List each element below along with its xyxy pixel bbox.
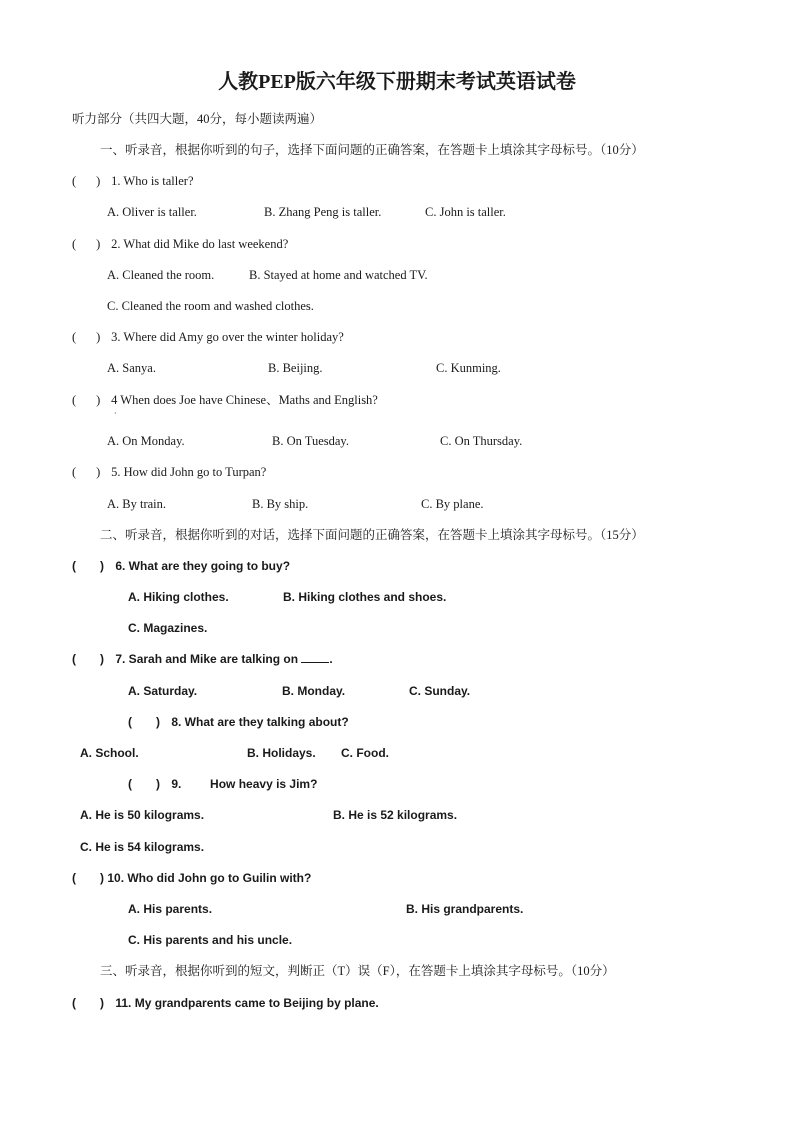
question-5-text: 5. How did John go to Turpan? — [111, 465, 267, 479]
q2-option-b: B. Stayed at home and watched TV. — [249, 268, 428, 282]
question-4 — [72, 392, 378, 408]
q9-option-b: B. He is 52 kilograms. — [333, 808, 458, 822]
q9-option-c: C. He is 54 kilograms. — [80, 840, 205, 854]
answer-paren: ( ) — [128, 777, 160, 791]
q2-option-a: A. Cleaned the room. — [107, 268, 215, 282]
question-10-text: 10. Who did John go to Guilin with? — [107, 871, 312, 885]
question-1-text: 1. Who is taller? — [111, 174, 194, 188]
question-9-number: 9. — [171, 777, 182, 791]
q3-option-b: B. Beijing. — [268, 361, 323, 375]
q4-option-b: B. On Tuesday. — [272, 434, 349, 448]
answer-paren: ( ) — [72, 652, 104, 666]
section-1-heading: 一、听录音，根据你听到的句子，选择下面问题的正确答案，在答题卡上填涂其字母标号。（10分） — [100, 143, 644, 157]
q8-option-c: C. Food. — [341, 746, 389, 760]
question-6 — [72, 558, 290, 574]
section-3-heading: 三、听录音，根据你听到的短文，判断正（T）误（F），在答题卡上填涂其字母标号。（10分） — [100, 964, 615, 978]
q7-option-b: B. Monday. — [282, 684, 346, 698]
q4-option-a: A. On Monday. — [107, 434, 185, 448]
question-3 — [72, 329, 344, 345]
q9-option-a: A. He is 50 kilograms. — [80, 808, 205, 822]
answer-paren: ( ) — [72, 871, 104, 885]
answer-paren: ( ) — [72, 996, 104, 1010]
question-3-text: 3. Where did Amy go over the winter holiday? — [111, 330, 344, 344]
question-4-text: 4 When does Joe have Chinese、Maths and English? — [111, 393, 378, 407]
q5-option-c: C. By plane. — [421, 497, 484, 511]
q6-option-b: B. Hiking clothes and shoes. — [283, 590, 447, 604]
question-1 — [72, 173, 194, 189]
q10-option-a: A. His parents. — [128, 902, 213, 916]
answer-paren: ( ) — [72, 465, 101, 479]
page-title: 人教PEP版六年级下册期末考试英语试卷 — [218, 71, 576, 93]
answer-paren: ( ) — [72, 237, 101, 251]
question-6-text: 6. What are they going to buy? — [115, 559, 291, 573]
q6-option-a: A. Hiking clothes. — [128, 590, 229, 604]
question-11-text: 11. My grandparents came to Beijing by plane. — [115, 996, 379, 1010]
q5-option-b: B. By ship. — [252, 497, 309, 511]
q6-option-c: C. Magazines. — [128, 621, 208, 635]
q2-option-c: C. Cleaned the room and washed clothes. — [107, 299, 314, 313]
q10-option-b: B. His grandparents. — [406, 902, 524, 916]
question-2-text: 2. What did Mike do last weekend? — [111, 237, 289, 251]
q3-option-c: C. Kunming. — [436, 361, 501, 375]
answer-blank — [301, 651, 329, 663]
q8-option-b: B. Holidays. — [247, 746, 316, 760]
q10-option-c: C. His parents and his uncle. — [128, 933, 293, 947]
question-8 — [128, 714, 349, 730]
question-11 — [72, 995, 379, 1011]
question-7: ( ) 7. Sarah and Mike are talking on . — [72, 652, 333, 666]
question-9-text: How heavy is Jim? — [210, 777, 318, 791]
question-8-text: 8. What are they talking about? — [171, 715, 349, 729]
q1-option-a: A. Oliver is taller. — [107, 205, 197, 219]
q1-option-c: C. John is taller. — [425, 205, 506, 219]
section-2-heading: 二、听录音，根据你听到的对话，选择下面问题的正确答案，在答题卡上填涂其字母标号。（15分） — [100, 528, 644, 542]
q4-option-c: C. On Thursday. — [440, 434, 523, 448]
q5-option-a: A. By train. — [107, 497, 167, 511]
answer-paren: ( ) — [128, 715, 160, 729]
answer-paren: ( ) — [72, 330, 101, 344]
q8-option-a: A. School. — [80, 746, 139, 760]
q1-option-b: B. Zhang Peng is taller. — [264, 205, 382, 219]
q7-option-a: A. Saturday. — [128, 684, 198, 698]
listening-intro: 听力部分（共四大题，40分，每小题读两遍） — [72, 112, 323, 126]
stray-mark: · — [114, 409, 117, 418]
q3-option-a: A. Sanya. — [107, 361, 156, 375]
question-5 — [72, 464, 266, 480]
answer-paren: ( ) — [72, 559, 104, 573]
answer-paren: ( ) — [72, 393, 101, 407]
q7-option-c: C. Sunday. — [409, 684, 471, 698]
question-10 — [72, 870, 311, 886]
question-7-text: 7. Sarah and Mike are talking on — [115, 652, 299, 666]
question-2 — [72, 236, 288, 252]
answer-paren: ( ) — [72, 174, 101, 188]
question-9 — [128, 776, 317, 792]
